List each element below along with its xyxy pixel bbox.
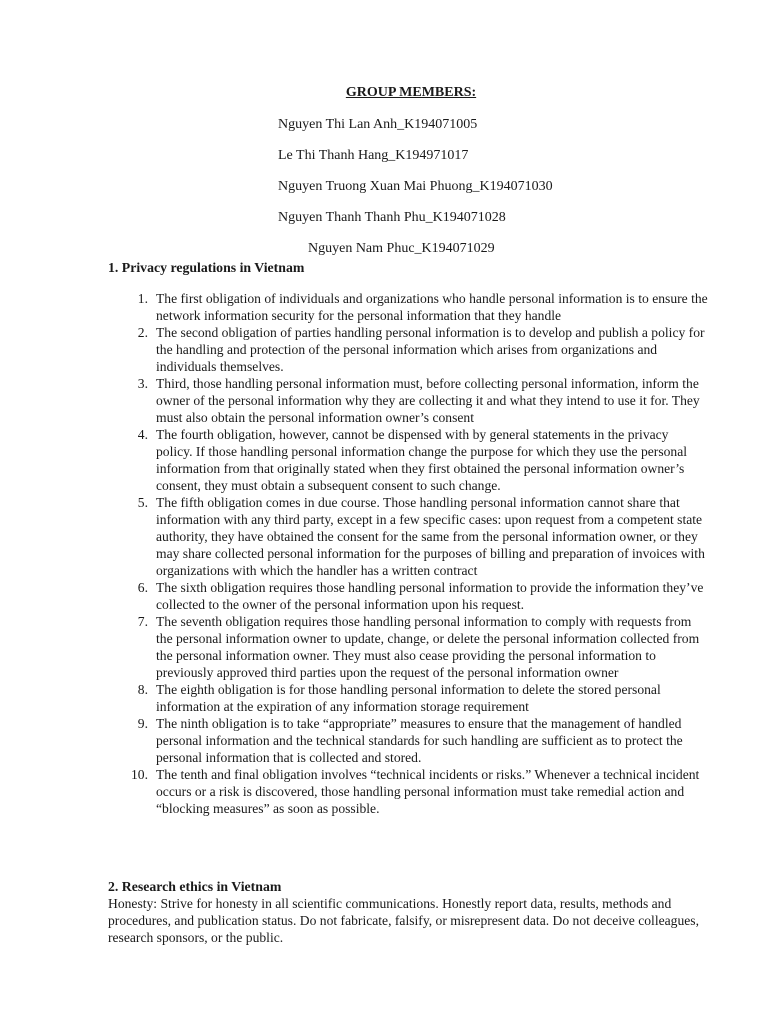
list-number: 7. [137, 614, 148, 629]
list-item-text: The fifth obligation comes in due course. Those handling personal information cannot share that information with any third party, except in a few specific cases: upon request from a competent state authority, they have obtained the consent for the same from the personal information owner, or they may share collected personal information for the purposes of billing and preparation of invoices with organizations with which the handler has a written contract [156, 495, 705, 578]
list-item [108, 681, 708, 715]
list-item-text: The tenth and final obligation involves “technical incidents or risks.” Whenever a technical incident occurs or a risk is discovered, those handling personal information must take remedial action and “blocking measures” as soon as possible. [156, 767, 700, 816]
list-item [108, 766, 708, 817]
list-item-text: The sixth obligation requires those handling personal information to provide the information they’ve collected to the owner of the personal information upon his request. [156, 580, 704, 612]
section-heading-privacy: 1. Privacy regulations in Vietnam [108, 260, 305, 275]
member-name: Nguyen Truong Xuan Mai Phuong_K194071030 [278, 179, 553, 194]
list-item [108, 290, 708, 324]
list-number: 6. [137, 580, 148, 595]
list-item-text: Third, those handling personal information must, before collecting personal information, inform the owner of the personal information why they are collecting it and what they intend to use it for. They must also obtain the personal information owner’s consent [156, 376, 700, 425]
research-ethics-paragraph: Honesty: Strive for honesty in all scientific communications. Honestly report data, results, methods and procedures, and publication status. Do not fabricate, falsify, or misrepresent data. Do not deceive colleagues, research sponsors, or the public. [108, 896, 699, 945]
list-item [108, 613, 708, 681]
member-name: Nguyen Thi Lan Anh_K194071005 [278, 117, 478, 132]
list-item-text: The first obligation of individuals and organizations who handle personal information is to ensure the network information security for the personal information that they handle [156, 291, 708, 323]
list-item-text: The second obligation of parties handling personal information is to develop and publish a policy for the handling and protection of the personal information which arises from organizations and individuals themselves. [156, 325, 705, 374]
section-heading-research-ethics: 2. Research ethics in Vietnam [108, 879, 282, 894]
list-item [108, 579, 708, 613]
obligations-list [108, 290, 708, 817]
list-item-text: The seventh obligation requires those handling personal information to comply with requests from the personal information owner to update, change, or delete the personal information collected from the personal information owner. They must also cease providing the personal information to previously approved third parties upon the request of the personal information owner [156, 614, 700, 680]
list-item [108, 324, 708, 375]
member-name: Nguyen Nam Phuc_K194071029 [308, 241, 495, 256]
group-members-heading: GROUP MEMBERS: [345, 85, 477, 100]
list-item-text: The fourth obligation, however, cannot be dispensed with by general statements in the privacy policy. If those handling personal information change the purpose for which they use the personal information from that originally stated when they first obtained the personal information owner’s consent, they must obtain a subsequent consent to such change. [156, 427, 688, 493]
list-number: 3. [137, 376, 148, 391]
list-number: 4. [137, 427, 148, 442]
list-number: 10. [131, 767, 148, 782]
list-item [108, 375, 708, 426]
list-item-text: The ninth obligation is to take “appropriate” measures to ensure that the management of handled personal information and the technical standards for such handling are sufficient as to protect the personal information that is collected and stored. [156, 716, 683, 765]
list-item [108, 494, 708, 579]
list-number: 2. [137, 325, 148, 340]
list-number: 5. [137, 495, 148, 510]
member-name: Le Thi Thanh Hang_K194971017 [278, 148, 469, 163]
list-item [108, 426, 708, 494]
list-number: 1. [137, 291, 148, 306]
list-item [108, 715, 708, 766]
list-item-text: The eighth obligation is for those handling personal information to delete the stored personal information at the expiration of any information storage requirement [156, 682, 661, 714]
member-name: Nguyen Thanh Thanh Phu_K194071028 [278, 210, 506, 225]
list-number: 9. [137, 716, 148, 731]
list-number: 8. [137, 682, 148, 697]
